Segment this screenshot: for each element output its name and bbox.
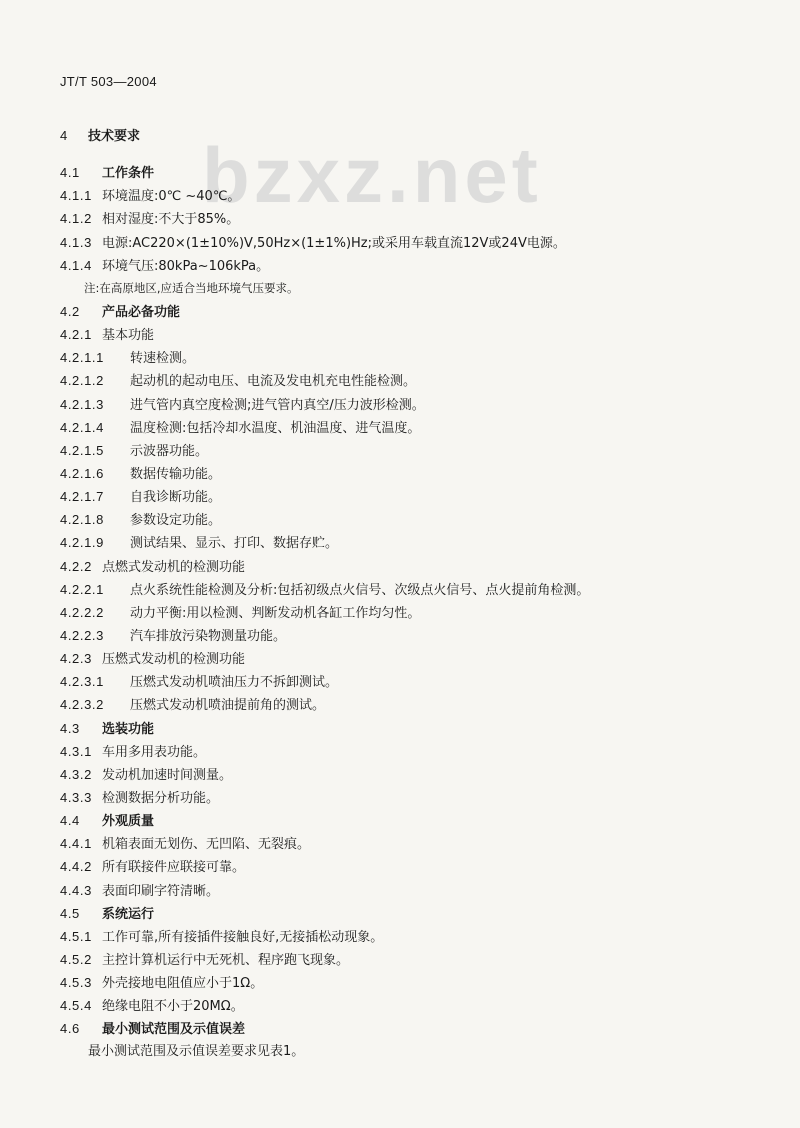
section-text: 绝缘电阻不小于20MΩ。 [102,999,244,1015]
section-number: 4.4.3 [60,882,92,898]
section-text: 基本功能 [102,328,155,344]
section-text: 点燃式发动机的检测功能 [102,559,246,575]
section-line [60,462,760,485]
section-number: 4.2.1.1 [60,350,104,366]
section-line [60,1040,760,1063]
section-number: 4.2.2 [60,558,92,574]
section-text: 压燃式发动机喷油压力不拆卸测试。 [130,675,339,691]
section-text: 注:在高原地区,应适合当地环境气压要求。 [84,280,299,295]
section-line [60,647,760,670]
section-number: 4.2.3 [60,651,92,667]
section-number: 4.2.2.3 [60,627,104,643]
section-line [60,578,760,601]
section-text: 温度检测:包括冷却水温度、机油温度、进气温度。 [130,420,421,436]
section-line [60,925,760,948]
section-number: 4.2.2.2 [60,604,104,620]
section-text: 发动机加速时间测量。 [102,767,233,783]
section-text: 动力平衡:用以检测、判断发动机各缸工作均匀性。 [130,605,421,621]
section-line [60,763,760,786]
section-number: 4.2.1.9 [60,535,104,551]
section-text: 选装功能 [102,721,155,737]
section-text: 技术要求 [88,129,141,144]
section-number: 4.1.2 [60,211,92,227]
section-text: 参数设定功能。 [130,513,222,529]
section-text: 转速检测。 [130,351,196,367]
section-line [60,207,760,230]
section-text: 车用多用表功能。 [102,744,207,760]
section-number: 4.1.4 [60,257,92,273]
section-number: 4.2.2.1 [60,581,104,597]
section-number: 4.2 [60,303,80,319]
section-number: 4.5.4 [60,998,92,1014]
section-line [60,531,760,554]
section-line [60,277,760,300]
section-number: 4.2.1.4 [60,419,104,435]
section-text: 产品必备功能 [102,304,181,320]
section-number: 4 [60,128,68,143]
section-text: 工作可靠,所有接插件接触良好,无接插松动现象。 [102,929,384,945]
section-number: 4.3.3 [60,789,92,805]
section-line [60,439,760,462]
section-text: 压燃式发动机喷油提前角的测试。 [130,698,326,714]
section-line [60,994,760,1017]
section-text: 机箱表面无划伤、无凹陷、无裂痕。 [102,837,311,853]
watermark: bzxz.net [202,131,542,219]
section-text: 相对湿度:不大于85%。 [102,212,240,228]
section-number: 4.1 [60,165,80,181]
section-line [60,670,760,693]
section-line [60,1017,760,1040]
section-text: 进气管内真空度检测;进气管内真空/压力波形检测。 [130,397,425,413]
section-line [60,300,760,323]
section-line [60,393,760,416]
section-line [60,809,760,832]
section-line [60,717,760,740]
section-line [60,693,760,716]
section-line [60,832,760,855]
section-text: 表面印刷字符清晰。 [102,883,220,899]
section-line [60,740,760,763]
section-line [60,971,760,994]
section-text: 环境气压:80kPa~106kPa。 [102,258,270,274]
section-line [60,254,760,277]
section-line [60,601,760,624]
section-number: 4.4.1 [60,836,92,852]
section-number: 4.5.2 [60,951,92,967]
document-body [60,124,760,1064]
section-number: 4.2.1.6 [60,465,104,481]
section-line [60,485,760,508]
section-line [60,124,760,147]
section-text: 工作条件 [102,166,155,182]
section-text: 最小测试范围及示值误差 [102,1022,246,1038]
section-number: 4.3.1 [60,743,92,759]
section-line [60,855,760,878]
section-text: 主控计算机运行中无死机、程序跑飞现象。 [102,952,350,968]
section-text: 所有联接件应联接可靠。 [102,860,246,876]
section-text: 检测数据分析功能。 [102,790,220,806]
section-number: 4.2.3.2 [60,697,104,713]
section-text: 外壳接地电阻值应小于1Ω。 [102,976,264,992]
section-number: 4.2.3.1 [60,674,104,690]
section-text: 自我诊断功能。 [130,490,222,506]
section-number: 4.6 [60,1021,80,1037]
section-line [60,161,760,184]
section-number: 4.5.3 [60,975,92,991]
section-line [60,346,760,369]
section-number: 4.2.1.5 [60,442,104,458]
section-line [60,369,760,392]
section-number: 4.2.1.3 [60,396,104,412]
section-number: 4.5 [60,905,80,921]
section-line [60,879,760,902]
section-line [60,948,760,971]
section-text: 最小测试范围及示值误差要求见表1。 [88,1044,305,1060]
section-text: 起动机的起动电压、电流及发电机充电性能检测。 [130,374,417,390]
section-number: 4.3 [60,720,80,736]
section-number: 4.5.1 [60,928,92,944]
section-line [60,416,760,439]
section-text: 环境温度:0℃ ~40℃。 [102,189,241,205]
section-text: 测试结果、显示、打印、数据存贮。 [130,536,339,552]
section-text: 系统运行 [102,906,155,922]
section-number: 4.4 [60,813,80,829]
section-text: 示波器功能。 [130,443,209,459]
section-line [60,555,760,578]
section-number: 4.1.1 [60,188,92,204]
section-line [60,786,760,809]
section-line [60,902,760,925]
section-number: 4.1.3 [60,234,92,250]
section-text: 汽车排放污染物测量功能。 [130,628,287,644]
section-line [60,231,760,254]
section-number: 4.2.1.7 [60,489,104,505]
section-number: 4.2.1.2 [60,373,104,389]
section-line [60,624,760,647]
section-text: 外观质量 [102,814,155,830]
section-number: 4.2.1.8 [60,512,104,528]
section-number: 4.3.2 [60,766,92,782]
section-number: 4.2.1 [60,327,92,343]
section-line [60,323,760,346]
section-text: 数据传输功能。 [130,466,222,482]
section-line [60,184,760,207]
section-line [60,508,760,531]
section-text: 点火系统性能检测及分析:包括初级点火信号、次级点火信号、点火提前角检测。 [130,582,590,598]
section-text: 压燃式发动机的检测功能 [102,652,246,668]
section-number: 4.4.2 [60,859,92,875]
standard-code-header: JT/T 503—2004 [60,74,157,89]
section-text: 电源:AC220×(1±10%)V,50Hz×(1±1%)Hz;或采用车载直流12V或24V电源。 [102,235,566,251]
